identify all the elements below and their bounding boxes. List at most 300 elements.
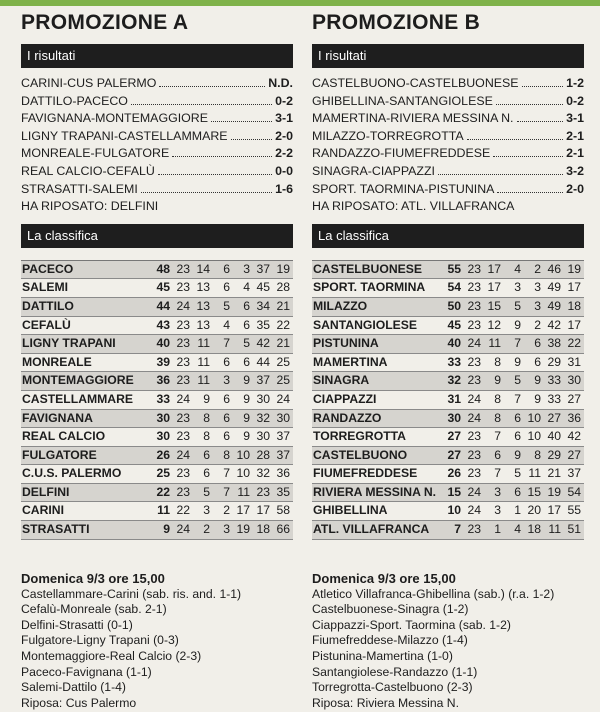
team-stat: 6 [223,429,230,444]
team-stat: 23 [467,522,481,537]
team-name: LIGNY TRAPANI [22,336,116,351]
team-stat: 2 [223,503,230,518]
team-name: SPORT. TAORMINA [313,280,426,295]
result-match: REAL CALCIO-CEFALÙ [21,163,155,178]
team-stat: 55 [567,503,581,518]
team-stat: 34 [256,298,270,313]
team-points: 27 [447,447,461,462]
team-stat: 9 [534,391,541,406]
result-score: 1-6 [275,181,293,196]
standings-row [21,354,293,373]
team-points: 31 [447,391,461,406]
team-stat: 6 [223,261,230,276]
team-stat: 29 [547,354,561,369]
standings-row [312,447,584,466]
fixture-row: Cefalù-Monreale (sab. 2-1) [21,602,167,617]
team-stat: 2 [534,261,541,276]
team-points: 39 [156,354,170,369]
team-points: 30 [156,410,170,425]
result-row [21,145,293,163]
team-stat: 8 [203,429,210,444]
team-stat: 9 [243,429,250,444]
leader-dots [211,120,272,122]
team-name: PACECO [22,261,74,276]
leader-dots [493,155,563,157]
standings-table [312,260,584,540]
fixture-row: Riposa: Cus Palermo [21,695,137,710]
rest-note-text: HA RIPOSATO: ATL. VILLAFRANCA [312,199,515,214]
rest-note-text: HA RIPOSATO: DELFINI [21,199,159,214]
team-name: MAMERTINA [313,354,388,369]
team-stat: 6 [534,354,541,369]
team-points: 11 [157,503,170,518]
standings-row [21,428,293,447]
team-stat: 18 [527,522,541,537]
result-match: MAMERTINA-RIVIERA MESSINA N. [312,111,514,126]
team-name: ATL. VILLAFRANCA [313,522,430,537]
team-stat: 37 [256,373,270,388]
result-row [21,93,293,111]
team-stat: 49 [547,280,561,295]
team-stat: 3 [494,484,501,499]
standings-heading: La classifica [21,224,293,248]
team-stat: 7 [514,391,521,406]
leader-dots [517,120,564,122]
team-stat: 29 [547,447,561,462]
team-stat: 22 [567,336,581,351]
team-stat: 6 [514,410,521,425]
standings-row [21,317,293,336]
team-stat: 25 [276,373,290,388]
team-points: 27 [447,429,461,444]
team-stat: 6 [243,298,250,313]
team-stat: 2 [203,522,210,537]
result-score: 3-1 [566,111,584,126]
team-stat: 23 [467,447,481,462]
result-row [312,163,584,181]
standings-row [312,261,584,280]
leader-dots [497,191,563,193]
standings-row [312,484,584,503]
result-match: STRASATTI-SALEMI [21,181,138,196]
result-row [312,110,584,128]
team-stat: 23 [176,410,190,425]
team-stat: 6 [223,280,230,295]
team-stat: 24 [467,503,481,518]
standings-row [312,372,584,391]
team-stat: 8 [494,410,501,425]
team-stat: 7 [223,466,230,481]
team-stat: 11 [197,354,210,369]
team-stat: 42 [567,429,581,444]
leader-dots [522,85,564,87]
standings-row [21,261,293,280]
team-stat: 6 [494,447,501,462]
result-row [21,163,293,181]
team-stat: 51 [567,522,581,537]
team-stat: 5 [223,298,230,313]
team-stat: 6 [514,484,521,499]
team-stat: 18 [567,298,581,313]
team-stat: 6 [203,466,210,481]
team-stat: 33 [547,373,561,388]
team-name: MONTEMAGGIORE [22,373,134,388]
results-list [312,75,584,216]
team-stat: 9 [534,373,541,388]
result-match: SPORT. TAORMINA-PISTUNINA [312,181,495,196]
team-stat: 7 [494,429,501,444]
team-name: FULGATORE [22,447,97,462]
team-stat: 44 [256,354,270,369]
team-points: 10 [447,503,461,518]
team-points: 22 [156,484,170,499]
fixture-row: Castellammare-Carini (sab. ris. and. 1-1) [21,586,242,601]
team-stat: 23 [176,261,190,276]
team-points: 40 [156,336,170,351]
section-title: PROMOZIONE B [312,11,481,34]
standings-row [312,428,584,447]
team-stat: 5 [514,298,521,313]
results-heading: I risultati [21,44,293,68]
team-stat: 3 [203,503,210,518]
result-match: RANDAZZO-FIUMEFREDDESE [312,146,491,161]
team-stat: 23 [176,429,190,444]
team-stat: 27 [567,391,581,406]
team-stat: 9 [203,391,210,406]
team-stat: 19 [276,261,290,276]
standings-row [312,391,584,410]
team-stat: 35 [256,317,270,332]
team-stat: 31 [567,354,581,369]
team-stat: 19 [567,261,581,276]
team-stat: 13 [196,317,210,332]
leader-dots [496,103,563,105]
result-row [312,75,584,93]
leader-dots [131,103,272,105]
team-stat: 23 [176,354,190,369]
result-row [312,145,584,163]
team-stat: 22 [276,317,290,332]
team-stat: 37 [276,429,290,444]
leader-dots [438,173,563,175]
team-stat: 35 [276,484,290,499]
team-stat: 4 [243,280,250,295]
team-points: 30 [447,410,461,425]
team-stat: 21 [276,336,290,351]
team-stat: 21 [547,466,561,481]
team-name: CARINI [22,503,64,518]
team-stat: 36 [567,410,581,425]
team-stat: 11 [528,466,541,481]
team-name: SANTANGIOLESE [313,317,418,332]
section-title: PROMOZIONE A [21,11,189,34]
team-stat: 10 [527,429,541,444]
team-stat: 6 [243,354,250,369]
team-name: CASTELBUONO [313,447,408,462]
team-name: MONREALE [22,354,92,369]
team-stat: 24 [467,484,481,499]
team-points: 7 [454,522,461,537]
team-stat: 24 [467,391,481,406]
standings-row [21,447,293,466]
team-stat: 45 [256,280,270,295]
team-name: FAVIGNANA [22,410,93,425]
team-stat: 3 [514,280,521,295]
fixture-row: Salemi-Dattilo (1-4) [21,680,126,695]
team-stat: 23 [467,429,481,444]
result-score: 2-0 [566,181,584,196]
result-row [21,110,293,128]
standings-row [21,298,293,317]
team-points: 45 [447,317,461,332]
team-stat: 23 [467,466,481,481]
team-name: CEFALÙ [22,317,71,332]
standings-row [21,410,293,429]
team-stat: 37 [276,447,290,462]
team-stat: 5 [514,466,521,481]
team-stat: 9 [494,373,501,388]
fixture-row: Pistunina-Mamertina (1-0) [312,649,453,664]
result-score: 1-2 [566,76,584,90]
team-stat: 23 [176,373,190,388]
leader-dots [172,155,272,157]
team-name: SINAGRA [313,373,370,388]
team-name: SALEMI [22,280,69,295]
fixtures-heading: Domenica 9/3 ore 15,00 [312,570,456,586]
team-stat: 46 [547,261,561,276]
standings-row [312,521,584,540]
result-match: GHIBELLINA-SANTANGIOLESE [312,93,493,108]
team-stat: 7 [514,336,521,351]
team-stat: 23 [467,317,481,332]
standings-row [312,502,584,521]
result-score: 2-0 [275,128,293,143]
result-row [21,181,293,199]
leader-dots [467,138,563,140]
team-stat: 5 [243,336,250,351]
result-row [312,128,584,146]
team-stat: 9 [243,410,250,425]
fixture-row: Riposa: Riviera Messina N. [312,695,459,710]
team-stat: 6 [534,336,541,351]
standings-row [312,410,584,429]
team-stat: 6 [203,447,210,462]
team-stat: 23 [176,466,190,481]
team-stat: 4 [514,522,521,537]
team-stat: 24 [176,391,190,406]
team-stat: 5 [514,373,521,388]
result-score: 0-0 [275,163,293,178]
result-score: 2-2 [275,146,293,161]
team-stat: 42 [547,317,561,332]
fixture-row: Paceco-Favignana (1-1) [21,664,152,679]
team-stat: 33 [547,391,561,406]
team-stat: 28 [276,280,290,295]
team-points: 45 [156,280,170,295]
result-match: LIGNY TRAPANI-CASTELLAMMARE [21,128,228,143]
team-stat: 30 [276,410,290,425]
team-stat: 10 [527,410,541,425]
team-stat: 10 [236,447,250,462]
team-stat: 1 [514,503,521,518]
team-stat: 5 [203,484,210,499]
team-stat: 11 [197,373,210,388]
standings-row [312,465,584,484]
team-stat: 6 [223,391,230,406]
leader-dots [231,138,273,140]
team-stat: 23 [467,280,481,295]
team-points: 26 [156,447,170,462]
standings-row [21,335,293,354]
team-points: 26 [447,466,461,481]
team-stat: 7 [494,466,501,481]
column-promozione-a [21,6,293,711]
team-stat: 30 [256,429,270,444]
result-row [21,128,293,146]
team-stat: 3 [243,261,250,276]
team-stat: 8 [534,447,541,462]
team-points: 25 [156,466,170,481]
standings-row [312,279,584,298]
team-stat: 24 [467,336,481,351]
result-match: DATTILO-PACECO [21,93,128,108]
fixture-row: Ciappazzi-Sport. Taormina (sab. 1-2) [312,617,511,632]
team-stat: 4 [514,261,521,276]
team-points: 55 [447,261,461,276]
team-stat: 11 [488,336,501,351]
result-score: 0-2 [275,93,293,108]
team-stat: 2 [534,317,541,332]
result-match: SINAGRA-CIAPPAZZI [312,163,436,178]
team-name: CIAPPAZZI [313,391,377,406]
team-stat: 3 [223,522,230,537]
team-name: MILAZZO [313,298,368,313]
team-stat: 66 [276,522,290,537]
team-points: 30 [156,429,170,444]
team-stat: 9 [243,373,250,388]
team-stat: 9 [514,317,521,332]
team-stat: 6 [223,354,230,369]
team-stat: 15 [527,484,541,499]
team-stat: 12 [487,317,501,332]
team-stat: 13 [196,298,210,313]
team-points: 9 [163,522,170,537]
team-stat: 23 [467,298,481,313]
results-heading: I risultati [312,44,584,68]
team-stat: 20 [527,503,541,518]
team-stat: 37 [256,261,270,276]
team-stat: 10 [236,466,250,481]
fixture-row: Delfini-Strasatti (0-1) [21,617,133,632]
team-stat: 8 [494,391,501,406]
team-stat: 15 [487,298,501,313]
team-stat: 40 [547,429,561,444]
team-stat: 25 [276,354,290,369]
team-name: STRASATTI [22,522,90,537]
fixture-row: Santangiolese-Randazzo (1-1) [312,664,478,679]
team-stat: 30 [567,373,581,388]
team-stat: 24 [176,522,190,537]
result-match: CASTELBUONO-CASTELBUONESE [312,76,519,90]
team-stat: 13 [196,280,210,295]
standings-row [21,484,293,503]
team-stat: 49 [547,298,561,313]
team-stat: 23 [467,373,481,388]
standings-row [21,391,293,410]
team-stat: 28 [256,447,270,462]
team-stat: 27 [567,447,581,462]
result-row [21,75,293,93]
result-score: 3-2 [566,163,584,178]
standings-row [21,502,293,521]
team-stat: 17 [567,317,581,332]
team-stat: 1 [494,522,501,537]
team-stat: 9 [514,354,521,369]
team-stat: 23 [467,354,481,369]
team-stat: 3 [223,373,230,388]
team-stat: 6 [243,317,250,332]
team-stat: 14 [196,261,210,276]
leader-dots [159,85,265,87]
team-stat: 3 [494,503,501,518]
rest-note [21,198,293,216]
team-stat: 23 [176,317,190,332]
team-stat: 23 [256,484,270,499]
team-stat: 17 [256,503,270,518]
team-stat: 6 [514,429,521,444]
result-match: MILAZZO-TORREGROTTA [312,128,464,143]
team-stat: 21 [276,298,290,313]
result-row [312,181,584,199]
result-row [312,93,584,111]
fixtures-heading: Domenica 9/3 ore 15,00 [21,570,165,586]
result-match: CARINI-CUS PALERMO [21,76,157,90]
result-score: 2-1 [566,146,584,161]
team-stat: 17 [567,280,581,295]
team-stat: 58 [276,503,290,518]
team-stat: 11 [237,484,250,499]
column-promozione-b [312,6,584,711]
result-score: 0-2 [566,93,584,108]
standings-row [312,317,584,336]
team-stat: 36 [276,466,290,481]
team-stat: 8 [494,354,501,369]
team-name: DELFINI [22,484,70,499]
team-points: 54 [447,280,461,295]
team-name: PISTUNINA [313,336,379,351]
team-name: CASTELLAMMARE [22,391,134,406]
team-stat: 23 [176,280,190,295]
team-points: 15 [447,484,461,499]
team-name: FIUMEFREDDESE [313,466,418,481]
team-points: 33 [447,354,461,369]
team-stat: 6 [223,410,230,425]
team-name: CASTELBUONESE [313,261,423,276]
team-stat: 24 [176,298,190,313]
fixtures-list [21,570,293,712]
team-stat: 19 [236,522,250,537]
fixtures-list [312,570,584,712]
team-stat: 38 [547,336,561,351]
result-match: MONREALE-FULGATORE [21,146,170,161]
team-stat: 9 [514,447,521,462]
team-stat: 42 [256,336,270,351]
team-name: C.U.S. PALERMO [22,466,122,481]
rest-note [312,198,584,216]
team-stat: 3 [534,280,541,295]
team-stat: 17 [487,261,501,276]
team-stat: 23 [176,336,190,351]
